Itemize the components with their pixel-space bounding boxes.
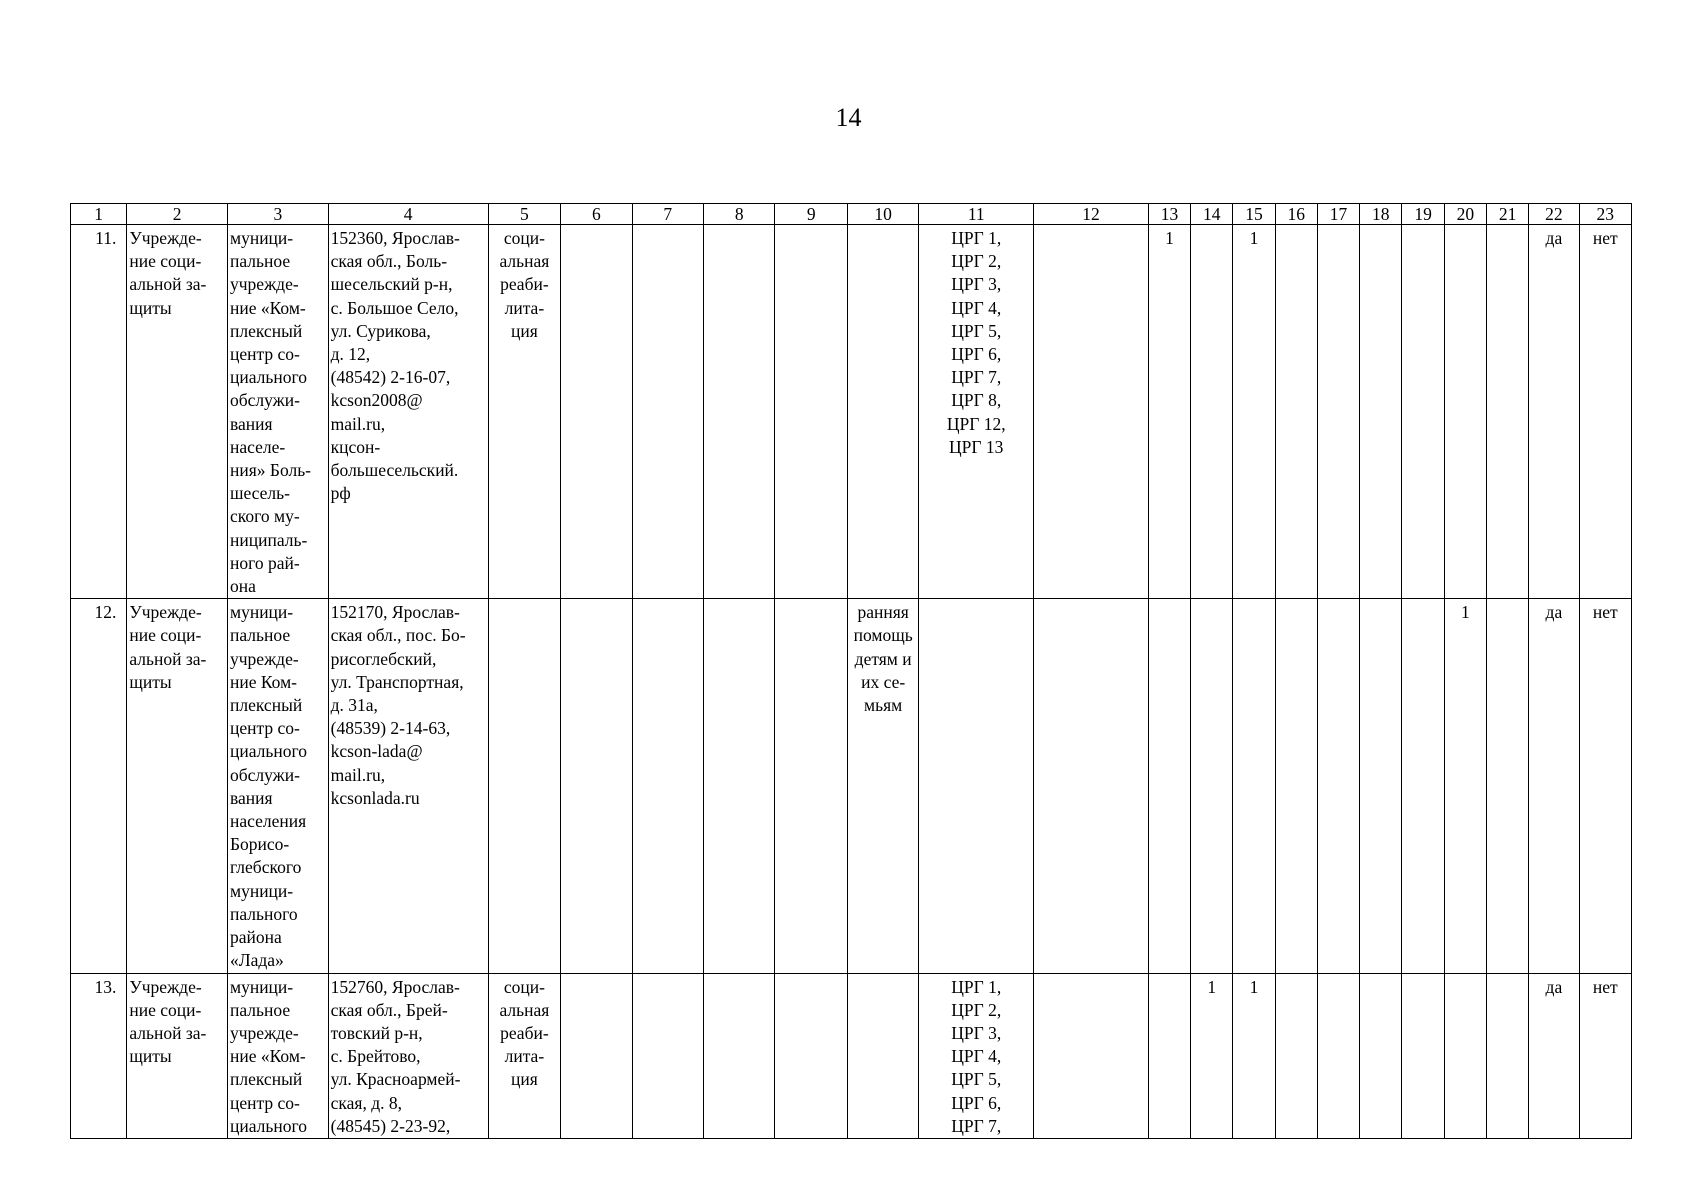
count-cell xyxy=(1148,973,1190,1138)
column-header: 1 xyxy=(71,204,127,225)
cell xyxy=(1034,225,1149,599)
column-header: 5 xyxy=(488,204,560,225)
yes-no-cell: нет xyxy=(1579,225,1631,599)
column-header: 13 xyxy=(1148,204,1190,225)
count-cell xyxy=(1317,225,1359,599)
column-header: 22 xyxy=(1529,204,1579,225)
service-type: соци- альная реаби- лита- ция xyxy=(488,973,560,1138)
count-cell xyxy=(1191,225,1233,599)
cell xyxy=(775,225,847,599)
table-row xyxy=(71,599,1632,973)
yes-no-cell: да xyxy=(1529,973,1579,1138)
count-cell: 1 xyxy=(1233,225,1275,599)
row-number: 11. xyxy=(71,225,127,599)
institution-type: Учрежде- ние соци- альной за- щиты xyxy=(127,225,228,599)
institution-type: Учрежде- ние соци- альной за- щиты xyxy=(127,973,228,1138)
column-header: 21 xyxy=(1486,204,1528,225)
institution-address: 152760, Ярослав- ская обл., Брей- товский р-н, с. Брейтово, ул. Красноармей- ская, д. 8, (48545) 2-23-92, xyxy=(328,973,488,1138)
yes-no-cell: да xyxy=(1529,225,1579,599)
institution-name: муници- пальное учрежде- ние «Ком- плексный центр со- циального обслужи- вания населе- ния» Боль- шесель- ского му- ниципаль- ного рай- она xyxy=(228,225,329,599)
count-cell xyxy=(1148,599,1190,973)
count-cell xyxy=(1317,973,1359,1138)
column-header: 17 xyxy=(1317,204,1359,225)
target-groups: ЦРГ 1, ЦРГ 2, ЦРГ 3, ЦРГ 4, ЦРГ 5, ЦРГ 6, ЦРГ 7, ЦРГ 8, ЦРГ 12, ЦРГ 13 xyxy=(919,225,1034,599)
count-cell xyxy=(1360,599,1402,973)
row-number: 13. xyxy=(71,973,127,1138)
target-groups: ЦРГ 1, ЦРГ 2, ЦРГ 3, ЦРГ 4, ЦРГ 5, ЦРГ 6, ЦРГ 7, xyxy=(919,973,1034,1138)
count-cell xyxy=(1486,225,1528,599)
early-help-cell: ранняя помощь детям и их се- мьям xyxy=(847,599,918,973)
header-row xyxy=(71,204,1632,225)
cell xyxy=(775,599,847,973)
column-header: 6 xyxy=(561,204,632,225)
column-header: 19 xyxy=(1402,204,1444,225)
cell xyxy=(561,225,632,599)
column-header: 18 xyxy=(1360,204,1402,225)
cell xyxy=(632,225,703,599)
cell xyxy=(1034,973,1149,1138)
column-header: 2 xyxy=(127,204,228,225)
cell xyxy=(561,599,632,973)
institution-address: 152360, Ярослав- ская обл., Боль- шесельский р-н, с. Большое Село, ул. Сурикова, д. 12, (48542) 2-16-07, kcson2008@ mail.ru, кцсон- большесельский. рф xyxy=(328,225,488,599)
count-cell xyxy=(1402,599,1444,973)
column-header: 7 xyxy=(632,204,703,225)
count-cell xyxy=(1360,973,1402,1138)
table-row xyxy=(71,225,1632,599)
count-cell xyxy=(1402,973,1444,1138)
column-header: 4 xyxy=(328,204,488,225)
service-type: соци- альная реаби- лита- ция xyxy=(488,225,560,599)
early-help-cell xyxy=(847,225,918,599)
count-cell xyxy=(1317,599,1359,973)
institution-address: 152170, Ярослав- ская обл., пос. Бо- рисоглебский, ул. Транспортная, д. 31а, (48539) 2-14-63, kcson-lada@ mail.ru, kcsonlada.ru xyxy=(328,599,488,973)
column-header: 16 xyxy=(1275,204,1317,225)
early-help-cell xyxy=(847,973,918,1138)
count-cell: 1 xyxy=(1191,973,1233,1138)
count-cell xyxy=(1486,599,1528,973)
count-cell: 1 xyxy=(1444,599,1486,973)
column-header: 14 xyxy=(1191,204,1233,225)
page-number: 14 xyxy=(835,103,862,132)
institution-name: муници- пальное учрежде- ние «Ком- плексный центр со- циального xyxy=(228,973,329,1138)
count-cell xyxy=(1275,225,1317,599)
institution-type: Учрежде- ние соци- альной за- щиты xyxy=(127,599,228,973)
institution-name: муници- пальное учрежде- ние Ком- плексный центр со- циального обслужи- вания населения Борисо- глебского муници- пального района «Лада» xyxy=(228,599,329,973)
yes-no-cell: да xyxy=(1529,599,1579,973)
table-row xyxy=(71,973,1632,1138)
row-number: 12. xyxy=(71,599,127,973)
count-cell xyxy=(1275,599,1317,973)
column-header: 20 xyxy=(1444,204,1486,225)
registry-table xyxy=(70,203,1632,1139)
count-cell xyxy=(1191,599,1233,973)
count-cell xyxy=(1275,973,1317,1138)
cell xyxy=(704,599,775,973)
cell xyxy=(561,973,632,1138)
service-type xyxy=(488,599,560,973)
cell xyxy=(704,973,775,1138)
column-header: 10 xyxy=(847,204,918,225)
yes-no-cell: нет xyxy=(1579,973,1631,1138)
column-header: 12 xyxy=(1034,204,1149,225)
column-header: 23 xyxy=(1579,204,1631,225)
cell xyxy=(775,973,847,1138)
count-cell xyxy=(1360,225,1402,599)
count-cell xyxy=(1444,225,1486,599)
count-cell xyxy=(1402,225,1444,599)
column-header: 11 xyxy=(919,204,1034,225)
count-cell: 1 xyxy=(1233,973,1275,1138)
yes-no-cell: нет xyxy=(1579,599,1631,973)
cell xyxy=(1034,599,1149,973)
cell xyxy=(632,599,703,973)
count-cell xyxy=(1486,973,1528,1138)
column-header: 3 xyxy=(228,204,329,225)
column-header: 9 xyxy=(775,204,847,225)
cell xyxy=(704,225,775,599)
column-header: 15 xyxy=(1233,204,1275,225)
count-cell xyxy=(1444,973,1486,1138)
cell xyxy=(632,973,703,1138)
column-header: 8 xyxy=(704,204,775,225)
count-cell xyxy=(1233,599,1275,973)
target-groups xyxy=(919,599,1034,973)
count-cell: 1 xyxy=(1148,225,1190,599)
